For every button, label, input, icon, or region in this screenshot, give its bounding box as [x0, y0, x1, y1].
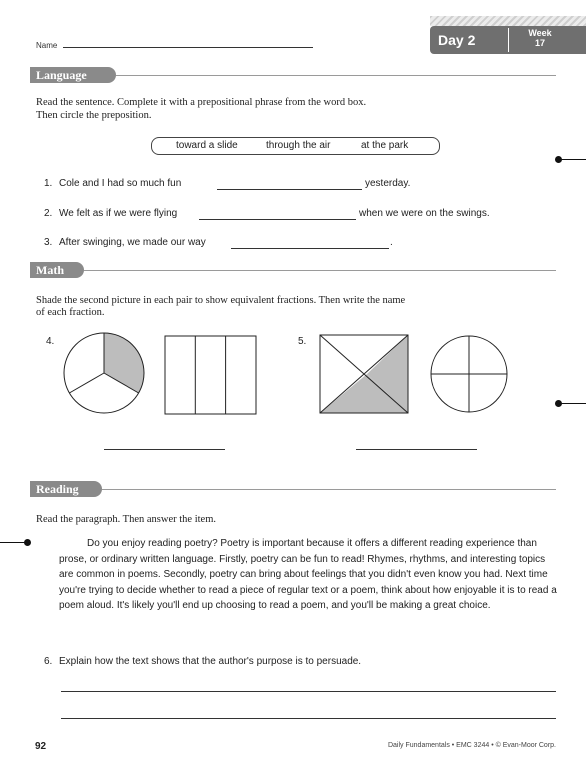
circle-quarters[interactable] [431, 336, 507, 412]
week-word: Week [528, 28, 552, 38]
fraction-pair-5 [316, 333, 516, 415]
week-label [510, 28, 570, 48]
answer-line-1[interactable] [61, 691, 556, 692]
word-box-item: toward a slide [176, 140, 238, 151]
reading-rule [102, 489, 556, 490]
tab-divider [508, 28, 509, 52]
item-2-number: 2. [44, 208, 53, 219]
binder-marker-dot [24, 539, 31, 546]
item-3-number: 3. [44, 237, 53, 248]
footer-credit: Daily Fundamentals • EMC 3244 • © Evan-Moor Corp. [387, 742, 556, 749]
item-3-answer-line[interactable] [231, 248, 389, 249]
item-2-answer-line[interactable] [199, 219, 356, 220]
item-4-answer-line[interactable] [104, 449, 225, 450]
math-header: Math [30, 262, 84, 278]
reading-paragraph [59, 536, 559, 614]
binder-marker-line [560, 159, 586, 160]
item-1-answer-line[interactable] [217, 189, 362, 190]
week-number: 17 [534, 38, 545, 48]
rectangle-thirds[interactable] [165, 336, 256, 414]
math-instruction-1: Shade the second picture in each pair to show equivalent fractions. Then write the name [36, 295, 406, 306]
answer-line-2[interactable] [61, 718, 556, 719]
binder-marker-line [0, 542, 26, 543]
word-box-item: through the air [266, 140, 331, 151]
item-1-text-end: yesterday. [365, 178, 411, 189]
binder-marker-line [560, 403, 586, 404]
item-1-number: 1. [44, 178, 53, 189]
math-instruction-2: of each fraction. [36, 307, 105, 318]
item-1-text: Cole and I had so much fun [59, 178, 182, 189]
word-box-item: at the park [361, 140, 409, 151]
language-header: Language [30, 67, 116, 83]
square-quarters-shaded [320, 335, 408, 413]
reading-header: Reading [30, 481, 102, 497]
language-rule [116, 75, 556, 76]
item-4-number: 4. [46, 336, 55, 347]
day-label: Day 2 [438, 32, 476, 48]
math-rule [84, 270, 556, 271]
language-instruction-2: Then circle the preposition. [36, 110, 152, 121]
item-6-question: Explain how the text shows that the author's purpose is to persuade. [59, 656, 362, 667]
item-2-text-end: when we were on the swings. [359, 208, 490, 219]
item-3-text: After swinging, we made our way [59, 237, 206, 248]
reading-instruction: Read the paragraph. Then answer the item. [36, 514, 216, 525]
page-number: 92 [35, 741, 47, 752]
item-6-number: 6. [44, 656, 53, 667]
item-3-text-end: . [390, 237, 393, 248]
item-2-text: We felt as if we were flying [59, 208, 178, 219]
item-5-answer-line[interactable] [356, 449, 477, 450]
circle-thirds-shaded [64, 333, 144, 413]
paragraph-text: Do you enjoy reading poetry? Poetry is important because it offers a different reading experience than prose, or ordinary written language. Firstly, poetry can be fun to read! Rhymes, rhythms, and interesting topics are common in poems. Secondly, poetry can bring about feelings that you didn't even know you had. Next time you're trying to decide whether to read a piece of regular text or a poem, think about how enjoyable it is to read a poem aloud. It's likely you'll end up choosing to read a poem, and you'll be making a great choice. [59, 538, 557, 612]
language-instruction-1: Read the sentence. Complete it with a prepositional phrase from the word box. [36, 97, 367, 108]
name-line[interactable] [63, 47, 313, 48]
tab-pattern [430, 16, 586, 26]
name-label: Name [36, 41, 58, 50]
item-5-number: 5. [298, 336, 307, 347]
fraction-pair-4 [60, 328, 260, 418]
